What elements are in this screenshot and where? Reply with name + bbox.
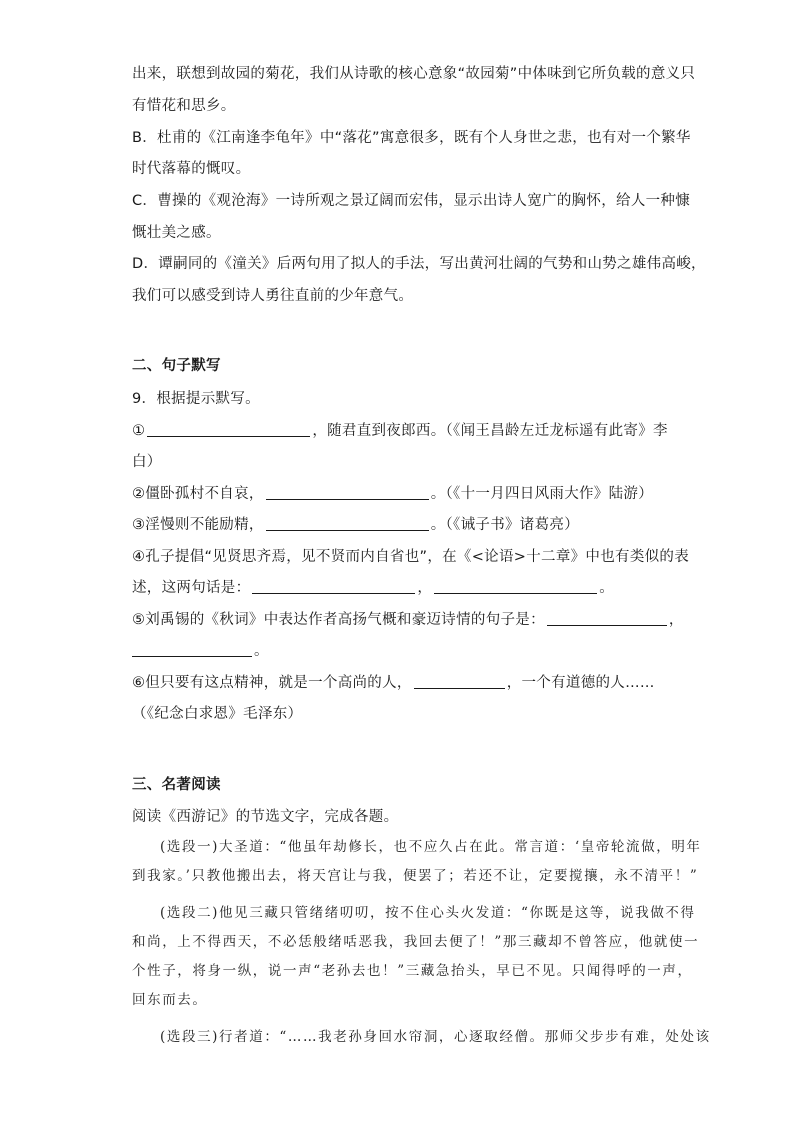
dictation-item-4-continued [132,578,614,598]
excerpt-3: (选段三)行者道：“……我老孙身回水帘洞，心逐取经僧。那师父步步有难，处处该 [160,1029,711,1045]
item-source: 。（《十一月四日风雨大作》陆游） [430,486,654,502]
answer-blank[interactable] [266,516,429,531]
dictation-item-6 [132,673,655,693]
option-c-continued: 慨壮美之感。 [132,225,221,241]
section-heading-classic-reading: 三、名著阅读 [132,777,221,793]
dictation-item-1 [132,421,668,441]
dictation-item-3 [132,515,579,535]
item-text: ③淫慢则不能励精， [132,517,264,533]
dictation-item-4: ④孔子提倡“见贤思齐焉，见不贤而内自省也”，在《<论语>十二章》中也有类似的表 [132,549,690,565]
punctuation: 。 [254,643,269,659]
reading-intro: 阅读《西游记》的节选文字，完成各题。 [132,809,399,825]
item-number: ① [132,423,146,439]
option-b: B．杜甫的《江南逢李龟年》中“落花”寓意很多，既有个人身世之悲，也有对一个繁华 [132,130,691,146]
dictation-item-2 [132,484,653,504]
dictation-item-5-continued [132,641,269,661]
item-text: ⑥但只要有这点精神，就是一个高尚的人， [132,675,412,691]
answer-blank[interactable] [132,642,252,657]
answer-blank[interactable] [252,579,415,594]
answer-blank[interactable] [266,485,429,500]
item-text: 述，这两句话是： [132,580,251,596]
excerpt-2-continued: 个性子，将身一纵，说一声“老孙去也！”三藏急抬头，早已不见。只闻得呼的一声， [132,963,693,979]
option-c: C．曹操的《观沧海》一诗所观之景辽阔而宏伟，显示出诗人宽广的胸怀，给人一种慷 [132,193,691,209]
answer-blank[interactable] [547,611,667,626]
dictation-item-1-continued: 白） [132,454,162,470]
item-text: ⑤刘禹锡的《秋词》中表达作者高扬气概和豪迈诗情的句子是： [132,612,545,628]
punctuation: ， [668,612,684,628]
text-line: 出来，联想到故园的菊花，我们从诗歌的核心意象“故园菊”中体味到它所负载的意义只 [132,66,696,82]
option-d-continued: 我们可以感受到诗人勇往直前的少年意气。 [132,288,414,304]
item-text: ，随君直到夜郎西。（《闻王昌龄左迁龙标遥有此寄》李 [312,423,668,439]
excerpt-2: (选段二)他见三藏只管绪绪叨叨，按不住心头火发道：“你既是这等，说我做不得 [160,905,696,921]
dictation-item-6-source: （《纪念白求恩》毛泽东） [132,706,303,722]
excerpt-1: (选段一)大圣道：“他虽年劫修长，也不应久占在此。常言道：‘皇帝轮流做，明年 [160,839,702,855]
punctuation: ， [417,580,433,596]
excerpt-2-continued: 和尚，上不得西天，不必恁般绪咶恶我，我回去便了！”那三藏却不曾答应，他就使一 [132,934,700,950]
item-text: ，一个有道德的人…… [506,675,655,691]
dictation-item-5 [132,610,684,630]
question-9: 9．根据提示默写。 [132,391,260,407]
item-text: ②僵卧孤村不自哀， [132,486,264,502]
text-line: 有惜花和思乡。 [132,98,236,114]
punctuation: 。 [599,580,615,596]
item-source: 。（《诫子书》诸葛亮） [430,517,580,533]
answer-blank[interactable] [434,579,597,594]
section-heading-dictation: 二、句子默写 [132,358,221,374]
option-d: D．谭嗣同的《潼关》后两句用了拟人的手法，写出黄河壮阔的气势和山势之雄伟高峻， [132,256,706,272]
excerpt-1-continued: 到我家。’只教他搬出去，将天宫让与我，便罢了；若还不让，定要搅攘，永不清平！” [132,868,699,884]
answer-blank[interactable] [147,422,310,437]
answer-blank[interactable] [414,674,505,689]
excerpt-2-continued: 回东而去。 [132,992,208,1008]
option-b-continued: 时代落幕的慨叹。 [132,161,251,177]
